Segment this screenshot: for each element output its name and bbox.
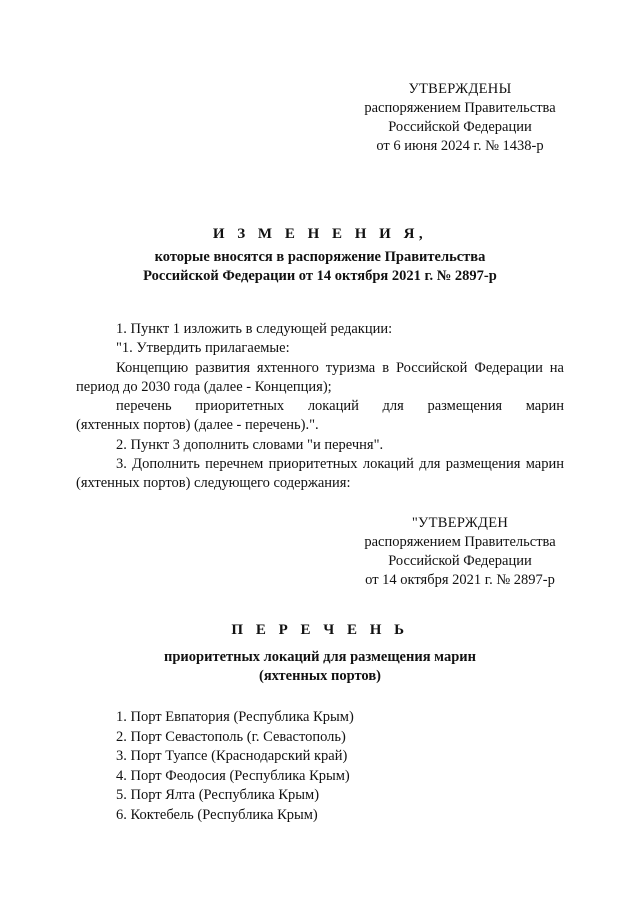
paragraph-line: (яхтенных портов) (далее - перечень).". [76,417,319,434]
paragraph: 2. Пункт 3 дополнить словами "и перечня". [116,436,384,453]
changes-title: И З М Е Н Е Н И Я, [212,226,428,242]
changes-subtitle [0,248,640,286]
list-subtitle [0,648,640,686]
list-subtitle-line: (яхтенных портов) [259,668,381,684]
list-item: 6. Коктебель (Республика Крым) [116,806,318,823]
approval-date: от 6 июня 2024 г. № 1438-р [376,138,544,154]
list-item: 5. Порт Ялта (Республика Крым) [116,787,320,803]
list-item: 4. Порт Феодосия (Республика Крым) [116,767,350,784]
approval-line: распоряжением Правительства [364,100,556,116]
paragraph: 1. Пункт 1 изложить в следующей редакции: [116,321,393,337]
list-item: 2. Порт Севастополь (г. Севастополь) [116,728,346,745]
approval-line: Российской Федерации [388,553,532,569]
approval-block-inner [340,514,580,590]
paragraph: Концепцию развития яхтенного туризма в Российской Федерации на период до 2030 года (далее - Концепция); [76,359,564,395]
approval-heading: "УТВЕРЖДЕН [411,515,509,531]
list-item: 1. Порт Евпатория (Республика Крым) [116,709,354,725]
approval-line: Российской Федерации [388,119,532,135]
approval-heading: УТВЕРЖДЕНЫ [408,81,512,97]
changes-subtitle-line: Российской Федерации от 14 октября 2021 г. № 2897-р [143,268,497,284]
approval-line: распоряжением Правительства [364,534,556,550]
approval-date: от 14 октября 2021 г. № 2897-р [365,572,555,588]
list-item: 3. Порт Туапсе (Краснодарский край) [116,748,348,764]
list-title: П Е Р Е Ч Е Н Ь [231,622,409,638]
locations-list [116,708,354,825]
paragraph-line: перечень приоритетных локаций для размещения марин [116,398,564,415]
approval-block-top [340,80,580,156]
list-subtitle-line: приоритетных локаций для размещения марин [164,649,476,665]
paragraph: "1. Утвердить прилагаемые: [116,340,290,357]
paragraph: 3. Дополнить перечнем приоритетных локаций для размещения марин (яхтенных портов) следующего содержания: [76,456,564,492]
changes-subtitle-line: которые вносятся в распоряжение Правительства [154,249,486,265]
document-body [76,320,564,494]
